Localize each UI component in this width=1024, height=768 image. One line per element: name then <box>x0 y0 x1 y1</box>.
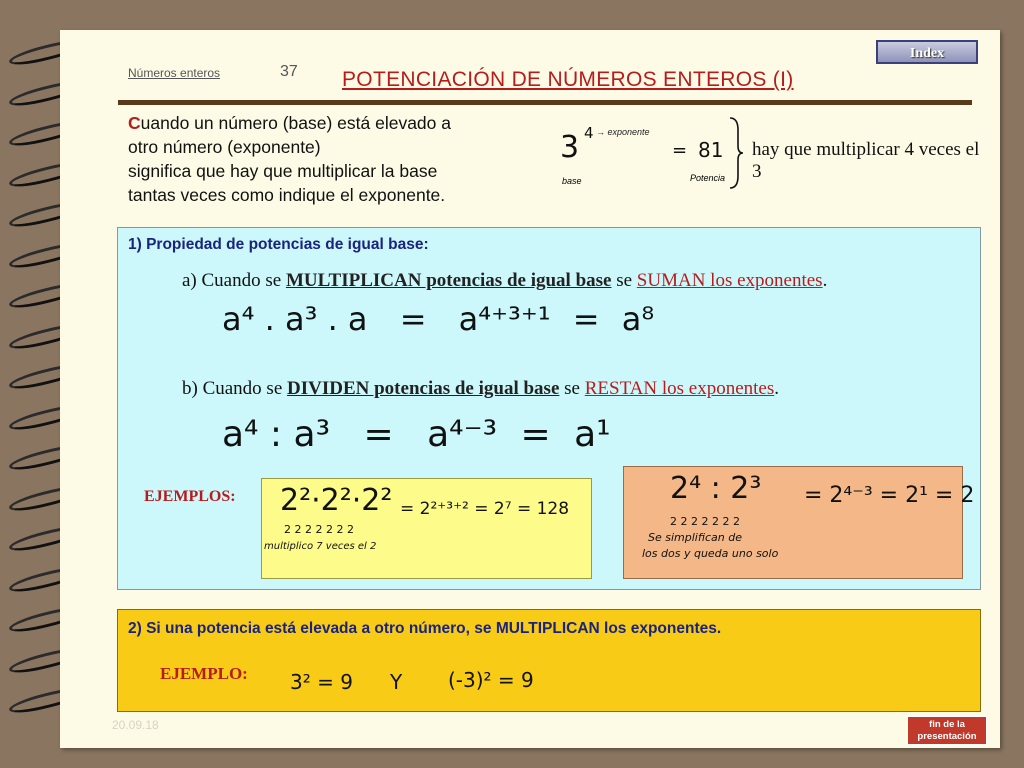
definition-result: 81 <box>698 138 724 162</box>
end-presentation-button[interactable] <box>907 716 987 745</box>
formula-a-mid: a⁴⁺³⁺¹ <box>458 300 551 338</box>
definition-base: 3 <box>560 130 580 165</box>
example-2-underbraces: 2 2 2 2 2 2 2 <box>670 515 740 528</box>
formula-b-mid: a⁴⁻³ <box>427 414 498 455</box>
section-2-box <box>117 609 981 712</box>
title-divider <box>118 100 972 105</box>
definition-exponent: 4 <box>584 124 594 142</box>
property-a <box>182 270 827 292</box>
breadcrumb[interactable]: Números enteros <box>128 66 221 80</box>
intro-line-1: uando un número (base) está elevado a <box>140 113 451 133</box>
property-a-suffix: . <box>822 270 828 291</box>
example-1-box <box>261 478 592 579</box>
example-1-underbraces: 2 2 2 2 2 2 2 <box>284 523 354 536</box>
formula-a-lhs: a⁴ . a³ . a <box>222 300 368 338</box>
page-title: POTENCIACIÓN DE NÚMEROS ENTEROS (I) <box>342 68 794 91</box>
example-2-result: = 2⁴⁻³ = 2¹ = 2 <box>804 483 975 508</box>
formula-a-rhs: a⁸ <box>621 300 655 338</box>
example-2-caption-1: Se simplifican de <box>648 531 742 544</box>
intro-first-letter: C <box>128 113 141 133</box>
example-connector: Y <box>390 670 403 694</box>
example-2-expression: 2⁴ : 2³ <box>670 471 762 506</box>
end-button-line-1: fin de la <box>929 719 965 730</box>
formula-a: a⁴ . a³ . a = a⁴⁺³⁺¹ = a⁸ <box>222 300 655 338</box>
formula-b-lhs: a⁴ : a³ <box>222 414 330 455</box>
property-b-keyword: DIVIDEN potencias de igual base <box>287 378 560 399</box>
example-negative: (-3)² = 9 <box>448 668 534 692</box>
definition-illustration <box>556 112 986 192</box>
index-button[interactable]: Index <box>876 40 978 64</box>
definition-brace <box>728 116 744 190</box>
intro-line-4: tantas veces como indique el exponente. <box>128 185 446 205</box>
property-b-prefix: b) Cuando se <box>182 378 288 399</box>
example-1-expression: 2²·2²·2² <box>280 483 393 518</box>
property-a-middle: se <box>611 270 637 291</box>
example-label: EJEMPLO: <box>160 664 248 683</box>
formula-b-rhs: a¹ <box>574 414 611 455</box>
example-1-result: = 2²⁺³⁺² = 2⁷ = 128 <box>400 499 570 519</box>
intro-text <box>128 111 548 207</box>
section-1-title: 1) Propiedad de potencias de igual base: <box>128 236 429 253</box>
example-positive: 3² = 9 <box>290 670 353 694</box>
examples-label: EJEMPLOS: <box>144 488 236 505</box>
definition-base-caption: base <box>562 176 582 186</box>
intro-line-2: otro número (exponente) <box>128 137 321 157</box>
definition-exponent-note: → exponente <box>596 127 650 137</box>
property-a-prefix: a) Cuando se <box>182 270 286 291</box>
intro-line-3: significa que hay que multiplicar la base <box>128 161 438 181</box>
property-b-result: RESTAN los exponentes <box>584 378 775 399</box>
definition-equals: = <box>672 140 688 161</box>
property-b <box>182 378 779 400</box>
section-2-title: 2) Si una potencia está elevada a otro número, se MULTIPLICAN los exponentes. <box>128 620 722 637</box>
property-b-middle: se <box>559 378 585 399</box>
definition-result-caption: Potencia <box>690 173 726 183</box>
example-2-caption-2: los dos y queda uno solo <box>642 547 779 560</box>
property-a-result: SUMAN los exponentes <box>636 270 823 291</box>
slide-date: 20.09.18 <box>112 718 159 732</box>
property-b-suffix: . <box>774 378 779 399</box>
definition-note: hay que multiplicar 4 veces el 3 <box>752 139 980 182</box>
example-2-box <box>623 466 975 579</box>
end-button-line-2: presentación <box>917 731 977 742</box>
page-number: 37 <box>280 63 298 80</box>
example-1-caption: multiplico 7 veces el 2 <box>264 541 377 552</box>
property-a-keyword: MULTIPLICAN potencias de igual base <box>285 270 612 291</box>
formula-b: a⁴ : a³ = a⁴⁻³ = a¹ <box>222 414 611 455</box>
